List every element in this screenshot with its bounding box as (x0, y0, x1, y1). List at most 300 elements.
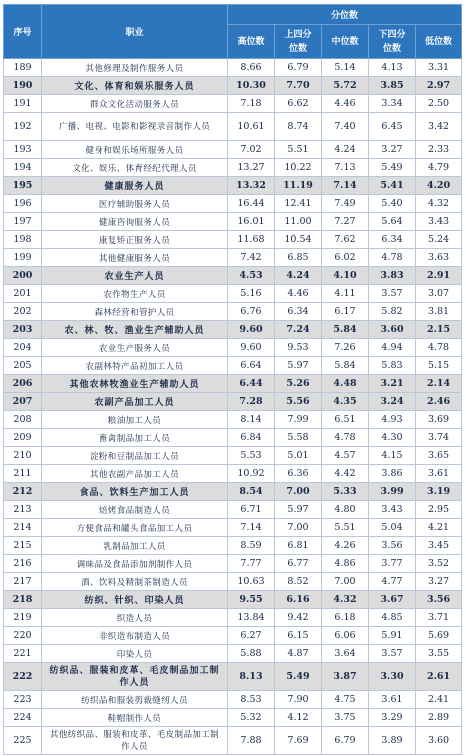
row-seq: 190 (4, 77, 42, 95)
row-lower-quartile: 3.34 (369, 95, 416, 113)
table-row (4, 519, 462, 537)
row-seq: 223 (4, 691, 42, 709)
row-high: 5.88 (228, 645, 275, 663)
row-upper-quartile: 7.70 (275, 77, 322, 95)
row-seq: 206 (4, 375, 42, 393)
category-row (4, 321, 462, 339)
row-median: 7.40 (322, 113, 369, 141)
row-high: 7.28 (228, 393, 275, 411)
row-low: 4.21 (416, 519, 462, 537)
wage-quantile-table (3, 4, 462, 755)
header-col-upper-quartile: 上四分位数 (275, 25, 322, 59)
row-lower-quartile: 3.56 (369, 537, 416, 555)
row-upper-quartile: 5.58 (275, 429, 322, 447)
row-high: 13.32 (228, 177, 275, 195)
row-upper-quartile: 5.26 (275, 375, 322, 393)
row-low: 2.50 (416, 95, 462, 113)
row-low: 5.24 (416, 231, 462, 249)
row-occupation: 文化、体育和娱乐服务人员 (42, 77, 228, 95)
row-high: 9.60 (228, 321, 275, 339)
row-high: 7.02 (228, 141, 275, 159)
row-high: 5.53 (228, 447, 275, 465)
table-row (4, 159, 462, 177)
row-lower-quartile: 3.43 (369, 501, 416, 519)
row-upper-quartile: 6.16 (275, 591, 322, 609)
row-lower-quartile: 3.89 (369, 727, 416, 755)
row-low: 4.78 (416, 339, 462, 357)
row-low: 3.56 (416, 591, 462, 609)
row-low: 3.19 (416, 483, 462, 501)
row-high: 10.61 (228, 113, 275, 141)
row-high: 8.54 (228, 483, 275, 501)
row-high: 8.13 (228, 663, 275, 691)
category-row (4, 663, 462, 691)
row-median: 6.18 (322, 609, 369, 627)
row-median: 3.64 (322, 645, 369, 663)
table-row (4, 465, 462, 483)
row-high: 8.14 (228, 411, 275, 429)
row-median: 5.33 (322, 483, 369, 501)
table-row (4, 231, 462, 249)
row-median: 6.79 (322, 727, 369, 755)
row-seq: 210 (4, 447, 42, 465)
header-col-high: 高位数 (228, 25, 275, 59)
row-lower-quartile: 3.29 (369, 709, 416, 727)
row-seq: 198 (4, 231, 42, 249)
row-upper-quartile: 7.24 (275, 321, 322, 339)
row-high: 6.84 (228, 429, 275, 447)
row-lower-quartile: 3.60 (369, 321, 416, 339)
table-row (4, 429, 462, 447)
row-upper-quartile: 6.36 (275, 465, 322, 483)
row-low: 3.31 (416, 59, 462, 77)
row-seq: 194 (4, 159, 42, 177)
row-upper-quartile: 12.41 (275, 195, 322, 213)
row-median: 4.11 (322, 285, 369, 303)
row-median: 6.02 (322, 249, 369, 267)
row-seq: 219 (4, 609, 42, 627)
row-low: 3.45 (416, 537, 462, 555)
row-lower-quartile: 3.77 (369, 555, 416, 573)
row-median: 6.51 (322, 411, 369, 429)
row-low: 3.60 (416, 727, 462, 755)
row-median: 4.86 (322, 555, 369, 573)
row-upper-quartile: 7.00 (275, 519, 322, 537)
row-occupation: 健康咨询服务人员 (42, 213, 228, 231)
row-high: 6.27 (228, 627, 275, 645)
row-upper-quartile: 8.74 (275, 113, 322, 141)
row-low: 2.46 (416, 393, 462, 411)
row-high: 11.68 (228, 231, 275, 249)
row-seq: 203 (4, 321, 42, 339)
row-seq: 205 (4, 357, 42, 375)
row-lower-quartile: 4.94 (369, 339, 416, 357)
row-occupation: 农、林、牧、渔业生产辅助人员 (42, 321, 228, 339)
row-occupation: 文化、娱乐、体育经纪代理人员 (42, 159, 228, 177)
row-lower-quartile: 6.34 (369, 231, 416, 249)
row-median: 7.26 (322, 339, 369, 357)
row-occupation: 织造人员 (42, 609, 228, 627)
row-median: 3.75 (322, 709, 369, 727)
row-median: 7.49 (322, 195, 369, 213)
table-row (4, 357, 462, 375)
row-upper-quartile: 5.97 (275, 357, 322, 375)
row-high: 7.77 (228, 555, 275, 573)
row-low: 3.71 (416, 609, 462, 627)
row-lower-quartile: 5.40 (369, 195, 416, 213)
row-high: 8.59 (228, 537, 275, 555)
row-low: 3.27 (416, 573, 462, 591)
table-row (4, 339, 462, 357)
row-upper-quartile: 6.77 (275, 555, 322, 573)
row-median: 4.35 (322, 393, 369, 411)
row-low: 2.33 (416, 141, 462, 159)
row-occupation: 调味品及食品添加剂制作人员 (42, 555, 228, 573)
row-low: 4.32 (416, 195, 462, 213)
table-row (4, 691, 462, 709)
header-col-median: 中位数 (322, 25, 369, 59)
row-seq: 200 (4, 267, 42, 285)
row-lower-quartile: 5.41 (369, 177, 416, 195)
row-lower-quartile: 3.86 (369, 465, 416, 483)
row-seq: 207 (4, 393, 42, 411)
row-low: 4.20 (416, 177, 462, 195)
row-lower-quartile: 3.61 (369, 691, 416, 709)
row-seq: 195 (4, 177, 42, 195)
row-median: 4.46 (322, 95, 369, 113)
table-row (4, 249, 462, 267)
row-low: 3.42 (416, 113, 462, 141)
category-row (4, 483, 462, 501)
row-low: 2.89 (416, 709, 462, 727)
row-lower-quartile: 5.64 (369, 213, 416, 231)
row-median: 4.42 (322, 465, 369, 483)
row-lower-quartile: 4.85 (369, 609, 416, 627)
row-seq: 225 (4, 727, 42, 755)
row-high: 5.32 (228, 709, 275, 727)
row-occupation: 印染人员 (42, 645, 228, 663)
table-row (4, 627, 462, 645)
row-occupation: 其他健康服务人员 (42, 249, 228, 267)
row-upper-quartile: 5.56 (275, 393, 322, 411)
row-upper-quartile: 5.97 (275, 501, 322, 519)
row-upper-quartile: 7.90 (275, 691, 322, 709)
row-occupation: 非织造布制造人员 (42, 627, 228, 645)
row-occupation: 健身和娱乐场所服务人员 (42, 141, 228, 159)
row-lower-quartile: 3.83 (369, 267, 416, 285)
row-lower-quartile: 5.82 (369, 303, 416, 321)
row-occupation: 群众文化活动服务人员 (42, 95, 228, 113)
table-row (4, 195, 462, 213)
table-row (4, 141, 462, 159)
row-occupation: 康复矫正服务人员 (42, 231, 228, 249)
row-upper-quartile: 9.53 (275, 339, 322, 357)
row-seq: 214 (4, 519, 42, 537)
row-upper-quartile: 5.01 (275, 447, 322, 465)
row-low: 2.95 (416, 501, 462, 519)
table-body (4, 59, 462, 755)
row-occupation: 纺织、针织、印染人员 (42, 591, 228, 609)
row-lower-quartile: 3.57 (369, 285, 416, 303)
row-seq: 197 (4, 213, 42, 231)
row-high: 6.76 (228, 303, 275, 321)
row-occupation: 淀粉和豆制品加工人员 (42, 447, 228, 465)
row-high: 6.44 (228, 375, 275, 393)
row-seq: 209 (4, 429, 42, 447)
row-upper-quartile: 6.15 (275, 627, 322, 645)
table-row (4, 727, 462, 755)
row-lower-quartile: 4.77 (369, 573, 416, 591)
row-low: 2.14 (416, 375, 462, 393)
row-occupation: 森林经营和管护人员 (42, 303, 228, 321)
row-occupation: 广播、电视、电影和影视录音制作人员 (42, 113, 228, 141)
row-lower-quartile: 4.15 (369, 447, 416, 465)
row-high: 16.01 (228, 213, 275, 231)
table-row (4, 501, 462, 519)
row-seq: 215 (4, 537, 42, 555)
row-low: 3.55 (416, 645, 462, 663)
row-seq: 204 (4, 339, 42, 357)
row-median: 4.80 (322, 501, 369, 519)
row-lower-quartile: 3.30 (369, 663, 416, 691)
row-high: 13.84 (228, 609, 275, 627)
table-header (4, 5, 462, 59)
row-median: 5.14 (322, 59, 369, 77)
header-occupation: 职业 (42, 5, 228, 59)
row-occupation: 方便食品和罐头食品加工人员 (42, 519, 228, 537)
row-occupation: 食品、饮料生产加工人员 (42, 483, 228, 501)
row-lower-quartile: 4.30 (369, 429, 416, 447)
row-occupation: 其他农副产品加工人员 (42, 465, 228, 483)
table-row (4, 555, 462, 573)
header-col-low: 低位数 (416, 25, 462, 59)
row-upper-quartile: 8.52 (275, 573, 322, 591)
row-low: 3.52 (416, 555, 462, 573)
row-occupation: 焙烤食品制造人员 (42, 501, 228, 519)
header-quantile-group: 分位数 (228, 5, 462, 25)
row-median: 7.14 (322, 177, 369, 195)
table-row (4, 447, 462, 465)
row-upper-quartile: 4.46 (275, 285, 322, 303)
table-row (4, 411, 462, 429)
row-median: 4.26 (322, 537, 369, 555)
row-high: 8.66 (228, 59, 275, 77)
row-lower-quartile: 3.27 (369, 141, 416, 159)
header-seq: 序号 (4, 5, 42, 59)
row-lower-quartile: 4.93 (369, 411, 416, 429)
row-high: 5.16 (228, 285, 275, 303)
row-high: 9.60 (228, 339, 275, 357)
row-high: 7.14 (228, 519, 275, 537)
row-occupation: 酒、饮料及精制茶制造人员 (42, 573, 228, 591)
row-seq: 218 (4, 591, 42, 609)
row-seq: 192 (4, 113, 42, 141)
row-upper-quartile: 6.62 (275, 95, 322, 113)
table-row (4, 573, 462, 591)
row-lower-quartile: 4.13 (369, 59, 416, 77)
row-high: 6.64 (228, 357, 275, 375)
row-upper-quartile: 6.85 (275, 249, 322, 267)
row-occupation: 畜禽制品加工人员 (42, 429, 228, 447)
row-high: 10.92 (228, 465, 275, 483)
category-row (4, 591, 462, 609)
table-row (4, 609, 462, 627)
row-upper-quartile: 10.22 (275, 159, 322, 177)
row-median: 7.13 (322, 159, 369, 177)
row-occupation: 纺织品、服装和皮革、毛皮制品加工制作人员 (42, 663, 228, 691)
header-col-lower-quartile: 下四分位数 (369, 25, 416, 59)
row-occupation: 农业生产服务人员 (42, 339, 228, 357)
row-low: 4.79 (416, 159, 462, 177)
row-upper-quartile: 4.24 (275, 267, 322, 285)
row-median: 5.51 (322, 519, 369, 537)
row-median: 4.24 (322, 141, 369, 159)
row-occupation: 其他纺织品、服装和皮革、毛皮制品加工制作人员 (42, 727, 228, 755)
row-upper-quartile: 11.00 (275, 213, 322, 231)
row-lower-quartile: 5.83 (369, 357, 416, 375)
row-median: 5.84 (322, 357, 369, 375)
row-median: 4.78 (322, 429, 369, 447)
row-low: 3.61 (416, 465, 462, 483)
category-row (4, 267, 462, 285)
row-median: 4.75 (322, 691, 369, 709)
category-row (4, 177, 462, 195)
row-median: 4.57 (322, 447, 369, 465)
row-low: 3.07 (416, 285, 462, 303)
row-low: 3.65 (416, 447, 462, 465)
row-seq: 211 (4, 465, 42, 483)
row-lower-quartile: 3.57 (369, 645, 416, 663)
row-low: 2.15 (416, 321, 462, 339)
table-row (4, 113, 462, 141)
row-lower-quartile: 3.85 (369, 77, 416, 95)
row-high: 16.44 (228, 195, 275, 213)
row-occupation: 农作物生产人员 (42, 285, 228, 303)
row-occupation: 农副林特产品初加工人员 (42, 357, 228, 375)
row-upper-quartile: 5.51 (275, 141, 322, 159)
row-seq: 202 (4, 303, 42, 321)
row-seq: 193 (4, 141, 42, 159)
row-occupation: 农副产品加工人员 (42, 393, 228, 411)
row-seq: 201 (4, 285, 42, 303)
row-low: 5.69 (416, 627, 462, 645)
row-high: 10.30 (228, 77, 275, 95)
row-high: 6.71 (228, 501, 275, 519)
table-row (4, 59, 462, 77)
table-row (4, 303, 462, 321)
row-occupation: 其他农林牧渔业生产辅助人员 (42, 375, 228, 393)
row-low: 3.74 (416, 429, 462, 447)
row-occupation: 鞋帽制作人员 (42, 709, 228, 727)
row-seq: 208 (4, 411, 42, 429)
row-median: 5.72 (322, 77, 369, 95)
table-row (4, 95, 462, 113)
row-seq: 224 (4, 709, 42, 727)
table-row (4, 285, 462, 303)
row-low: 3.43 (416, 213, 462, 231)
row-lower-quartile: 3.24 (369, 393, 416, 411)
category-row (4, 77, 462, 95)
row-occupation: 纺织品和服装剪裁缝纫人员 (42, 691, 228, 709)
row-seq: 216 (4, 555, 42, 573)
row-upper-quartile: 6.79 (275, 59, 322, 77)
row-occupation: 医疗辅助服务人员 (42, 195, 228, 213)
row-upper-quartile: 7.00 (275, 483, 322, 501)
row-low: 2.61 (416, 663, 462, 691)
table-row (4, 213, 462, 231)
row-median: 7.62 (322, 231, 369, 249)
row-low: 3.69 (416, 411, 462, 429)
row-high: 7.18 (228, 95, 275, 113)
row-seq: 199 (4, 249, 42, 267)
row-low: 3.63 (416, 249, 462, 267)
row-seq: 213 (4, 501, 42, 519)
category-row (4, 375, 462, 393)
row-seq: 217 (4, 573, 42, 591)
row-median: 5.84 (322, 321, 369, 339)
row-lower-quartile: 5.91 (369, 627, 416, 645)
table-row (4, 709, 462, 727)
row-lower-quartile: 4.78 (369, 249, 416, 267)
row-seq: 212 (4, 483, 42, 501)
row-median: 3.87 (322, 663, 369, 691)
row-upper-quartile: 4.12 (275, 709, 322, 727)
row-upper-quartile: 7.69 (275, 727, 322, 755)
row-upper-quartile: 4.87 (275, 645, 322, 663)
row-high: 4.53 (228, 267, 275, 285)
row-upper-quartile: 9.42 (275, 609, 322, 627)
row-median: 4.32 (322, 591, 369, 609)
row-occupation: 乳制品加工人员 (42, 537, 228, 555)
row-lower-quartile: 5.04 (369, 519, 416, 537)
row-upper-quartile: 11.19 (275, 177, 322, 195)
row-seq: 220 (4, 627, 42, 645)
row-seq: 196 (4, 195, 42, 213)
row-occupation: 粮油加工人员 (42, 411, 228, 429)
row-low: 3.81 (416, 303, 462, 321)
row-low: 5.15 (416, 357, 462, 375)
row-high: 9.55 (228, 591, 275, 609)
row-upper-quartile: 6.81 (275, 537, 322, 555)
row-low: 2.97 (416, 77, 462, 95)
row-median: 4.48 (322, 375, 369, 393)
row-lower-quartile: 3.67 (369, 591, 416, 609)
row-high: 8.53 (228, 691, 275, 709)
row-seq: 191 (4, 95, 42, 113)
row-upper-quartile: 7.99 (275, 411, 322, 429)
row-median: 7.00 (322, 573, 369, 591)
row-low: 2.41 (416, 691, 462, 709)
row-high: 13.27 (228, 159, 275, 177)
row-median: 6.17 (322, 303, 369, 321)
row-median: 6.06 (322, 627, 369, 645)
row-median: 4.10 (322, 267, 369, 285)
row-occupation: 健康服务人员 (42, 177, 228, 195)
category-row (4, 393, 462, 411)
row-lower-quartile: 3.99 (369, 483, 416, 501)
row-lower-quartile: 5.49 (369, 159, 416, 177)
row-lower-quartile: 6.45 (369, 113, 416, 141)
row-upper-quartile: 5.49 (275, 663, 322, 691)
row-occupation: 农业生产人员 (42, 267, 228, 285)
row-lower-quartile: 3.21 (369, 375, 416, 393)
row-high: 10.63 (228, 573, 275, 591)
table-row (4, 537, 462, 555)
row-upper-quartile: 10.54 (275, 231, 322, 249)
table-row (4, 645, 462, 663)
row-high: 7.88 (228, 727, 275, 755)
row-occupation: 其他修理及制作服务人员 (42, 59, 228, 77)
